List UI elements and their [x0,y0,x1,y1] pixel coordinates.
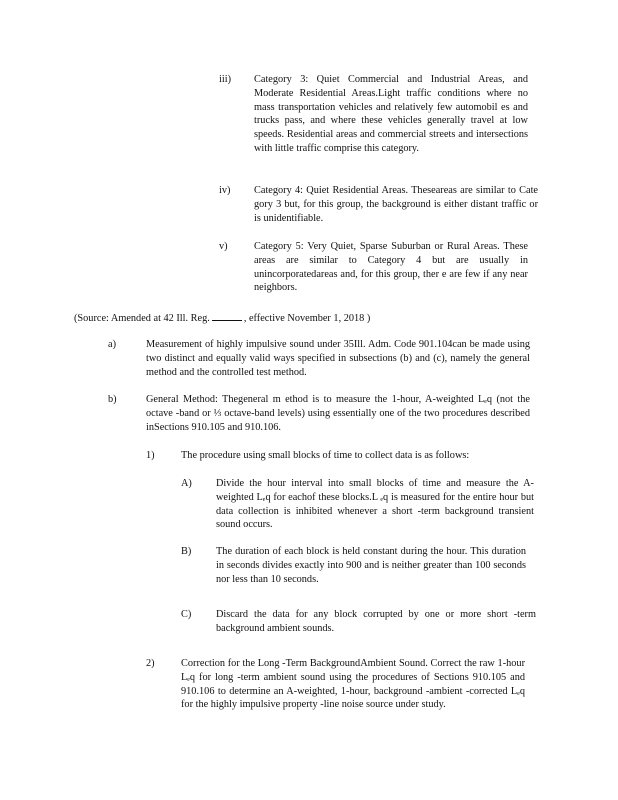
paragraph-2-text: Correction for the Long -Term BackgroundAmbient Sound. Correct the raw 1-hour Lₑq for long -term ambient sound using the procedures of Sections 910.105 and 910.106 to determine an A-weighted, 1-hour, background -ambient -corrected Lₑq for the highly impulsive property -line noise source under study. [181,658,525,711]
subsection-label-b: b) [108,394,117,405]
category-4-paragraph: Category 4: Quiet Residential Areas. Theseareas are similar to Cate gory 3 but, for this group, the background is either distant traffic or is unidentifiable. [254,185,538,224]
register-page-blank [212,310,242,321]
subparagraph-label-B: B) [181,546,192,557]
paragraph-label-1: 1) [146,450,155,461]
subsection-label-a: a) [108,339,116,350]
subparagraph-C-text: Discard the data for any block corrupted by one or more short -term background ambient sounds. [216,609,536,634]
subparagraph-B-text: The duration of each block is held constant during the hour. This duration in seconds divides exactly into 900 and is neither greater than 100 seconds nor less than 10 seconds. [216,546,526,585]
source-note-start: (Source: Amended at 42 Ill. Reg. [74,313,210,324]
item-label-iv: iv) [219,185,231,196]
source-note [74,310,370,326]
item-label-iii: iii) [219,74,232,85]
subsection-b-paragraph: General Method: Thegeneral m ethod is to measure the 1-hour, A-weighted Lₑq (not the octave -band or ⅓ octave-band levels) using essentially one of the two procedures described inSections 910.105 and 910.106. [146,394,530,433]
item-label-v: v) [219,241,228,252]
subparagraph-label-A: A) [181,478,192,489]
paragraph-label-2: 2) [146,658,155,669]
category-3-paragraph: Category 3: Quiet Commercial and Industrial Areas, and Moderate Residential Areas.Light traffic conditions where no mass transportation vehicles and relatively few automobil es and trucks pass, and where these vehicles generally travel at low speeds. Residential areas and commercial streets and intersections with little traffic comprise this category. [254,74,528,154]
subparagraph-A-text: Divide the hour interval into small blocks of time and measure the A-weighted Lₑq for eachof these blocks.L ₑq is measured for the entire hour but data collection is inhibited whenever a short -term background transient sound occurs. [216,478,534,531]
paragraph-1-text: The procedure using small blocks of time to collect data is as follows: [181,450,470,461]
subsection-a-paragraph: Measurement of highly impulsive sound under 35Ill. Adm. Code 901.104can be made using two distinct and equally valid ways specified in subsections (b) and (c), namely the general method and the controlled test method. [146,339,530,378]
subparagraph-label-C: C) [181,609,192,620]
source-note-end: , effective November 1, 2018 ) [243,313,371,324]
category-5-paragraph: Category 5: Very Quiet, Sparse Suburban or Rural Areas. These areas are similar to Category 4 but are usually in unincorporatedareas and, for this group, ther e are few if any near neighbors. [254,241,528,294]
